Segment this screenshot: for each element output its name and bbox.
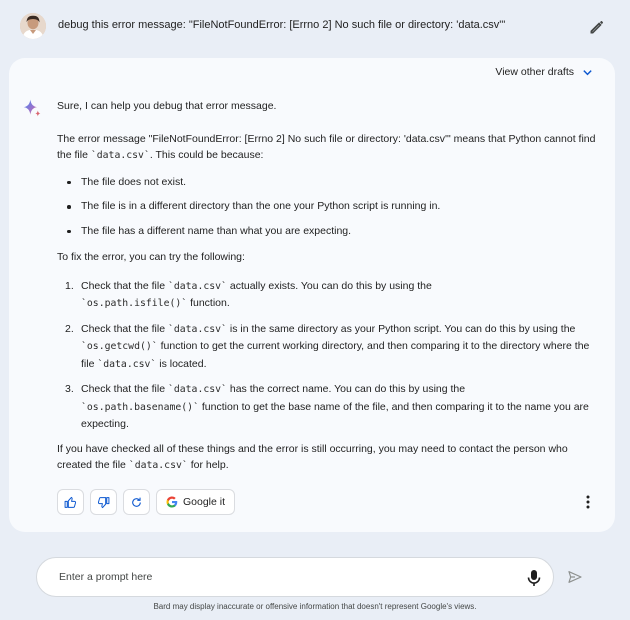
- fix-intro: To fix the error, you can try the following:: [57, 251, 245, 263]
- closing-text: [57, 441, 597, 475]
- thumbs-down-icon: [97, 496, 110, 509]
- list-item: The file is in a different directory than the one your Python script is running in.: [57, 198, 597, 215]
- list-item: [57, 321, 597, 374]
- view-other-drafts-label: View other drafts: [495, 66, 574, 78]
- inline-code: `data.csv`: [167, 323, 227, 335]
- step-text: function to get the base name of the file, and then comparing it to the name you are expecting.: [81, 400, 589, 430]
- inline-code: `data.csv`: [128, 460, 188, 471]
- more-vert-icon[interactable]: [581, 494, 595, 515]
- inline-code: `os.path.basename()`: [81, 401, 199, 413]
- response-actions: [57, 489, 241, 515]
- refresh-icon: [130, 496, 143, 509]
- causes-list: [57, 174, 597, 240]
- google-g-icon: [166, 496, 178, 508]
- error-explanation: [57, 131, 597, 165]
- mic-icon[interactable]: [527, 569, 541, 592]
- response-intro: Sure, I can help you debug that error message.: [57, 100, 277, 112]
- view-other-drafts-button[interactable]: [495, 66, 593, 78]
- step-number: 3.: [65, 383, 74, 395]
- bard-sparkle-icon: [22, 98, 42, 118]
- step-text: is located.: [156, 357, 207, 370]
- step-text: Check that the file: [81, 322, 168, 335]
- prompt-input-bar: [36, 557, 554, 597]
- list-item: The file has a different name than what you are expecting.: [57, 223, 597, 240]
- inline-code: `data.csv`: [90, 150, 150, 161]
- step-text: has the correct name. You can do this by using the: [226, 383, 466, 395]
- google-it-label: Google it: [183, 496, 226, 508]
- user-avatar: [20, 13, 46, 39]
- step-text: function to get the current working directory, and then comparing it to the directory where the file: [81, 340, 590, 370]
- thumbs-down-button[interactable]: [90, 489, 117, 515]
- chevron-down-icon: [582, 67, 593, 78]
- disclaimer-text: Bard may display inaccurate or offensive information that doesn't represent Google's views.: [153, 602, 477, 611]
- list-item: [57, 381, 597, 433]
- closing-text-start: If you have checked all of these things and the error is still occurring, you may need to contact the person who created the file: [57, 442, 568, 471]
- inline-code: `data.csv`: [167, 280, 227, 292]
- step-text: function.: [187, 297, 230, 309]
- inline-code: `data.csv`: [97, 358, 157, 370]
- google-it-button[interactable]: [156, 489, 235, 515]
- user-prompt-text: debug this error message: "FileNotFoundError: [Errno 2] No such file or directory: 'data.csv'": [58, 19, 506, 31]
- thumbs-up-icon: [64, 496, 77, 509]
- list-item: [57, 278, 597, 313]
- step-text: Check that the file: [81, 279, 168, 292]
- prompt-input[interactable]: [59, 571, 499, 583]
- inline-code: `data.csv`: [167, 384, 227, 395]
- step-text: is in the same directory as your Python script. You can do this by using the: [226, 322, 576, 335]
- send-icon[interactable]: [567, 569, 583, 590]
- inline-code: `os.getcwd()`: [81, 341, 158, 352]
- step-number: 2.: [65, 322, 74, 335]
- step-number: 1.: [65, 279, 74, 292]
- response-content: [57, 94, 597, 475]
- explanation-text: The error message "FileNotFoundError: [Errno 2] No such file or directory: 'data.csv'" means that Python cannot find the file: [57, 132, 596, 161]
- list-item: The file does not exist.: [57, 174, 597, 191]
- closing-text-end: for help.: [187, 459, 229, 471]
- response-card: [9, 58, 615, 532]
- step-text: Check that the file: [81, 383, 168, 395]
- explanation-text-end: . This could be because:: [149, 149, 264, 161]
- user-prompt-row: [0, 0, 630, 54]
- inline-code: `os.path.isfile()`: [81, 298, 188, 309]
- step-text: actually exists. You can do this by using the: [226, 279, 432, 292]
- fix-steps-list: [57, 278, 597, 433]
- pencil-icon[interactable]: [588, 18, 606, 36]
- regenerate-button[interactable]: [123, 489, 150, 515]
- thumbs-up-button[interactable]: [57, 489, 84, 515]
